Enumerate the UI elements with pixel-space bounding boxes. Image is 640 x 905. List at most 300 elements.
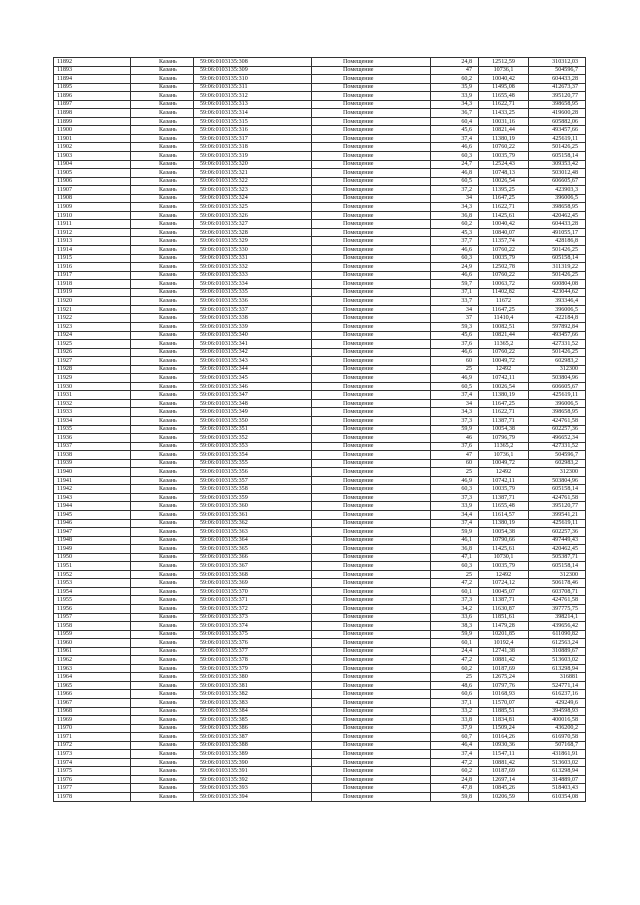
table-row [54, 690, 586, 699]
cadastral-number-cell: 59:06:0103135:358 [194, 485, 312, 494]
specific-value-cell: 10736,1 [479, 451, 529, 460]
city-cell: Казань [131, 656, 194, 665]
cadastral-number-cell: 59:06:0103135:314 [194, 109, 312, 118]
object-type-cell: Помещение [312, 391, 431, 400]
table-row [54, 476, 586, 485]
cadastral-number-cell: 59:06:0103135:335 [194, 288, 312, 297]
object-type-cell: Помещение [312, 399, 431, 408]
object-type-cell: Помещение [312, 152, 431, 161]
area-cell: 37,4 [431, 750, 479, 759]
table-row [54, 630, 586, 639]
city-cell: Казань [131, 134, 194, 143]
city-cell: Казань [131, 408, 194, 417]
table-row [54, 331, 586, 340]
cadastral-value-cell: 419600,28 [529, 109, 586, 118]
object-type-cell: Помещение [312, 630, 431, 639]
cadastral-value-cell: 501426,25 [529, 246, 586, 255]
row-number-cell: 11953 [54, 579, 131, 588]
row-number-cell: 11906 [54, 177, 131, 186]
row-number-cell: 11914 [54, 246, 131, 255]
cadastral-number-cell: 59:06:0103135:380 [194, 673, 312, 682]
city-cell: Казань [131, 442, 194, 451]
row-number-cell: 11916 [54, 263, 131, 272]
cadastral-value-cell: 425619,11 [529, 391, 586, 400]
row-number-cell: 11896 [54, 92, 131, 101]
table-row [54, 451, 586, 460]
row-number-cell: 11978 [54, 793, 131, 802]
table-row [54, 767, 586, 776]
table-row [54, 570, 586, 579]
cadastral-number-cell: 59:06:0103135:369 [194, 579, 312, 588]
city-cell: Казань [131, 66, 194, 75]
cadastral-value-cell: 436200,2 [529, 724, 586, 733]
area-cell: 60,5 [431, 382, 479, 391]
city-cell: Казань [131, 75, 194, 84]
specific-value-cell: 11647,25 [479, 399, 529, 408]
city-cell: Казань [131, 519, 194, 528]
table-row [54, 536, 586, 545]
city-cell: Казань [131, 160, 194, 169]
city-cell: Казань [131, 365, 194, 374]
cadastral-value-cell: 396006,5 [529, 305, 586, 314]
cadastral-value-cell: 602257,36 [529, 528, 586, 537]
area-cell: 60,3 [431, 254, 479, 263]
specific-value-cell: 10206,59 [479, 793, 529, 802]
area-cell: 47 [431, 66, 479, 75]
cadastral-number-cell: 59:06:0103135:357 [194, 476, 312, 485]
area-cell: 34,3 [431, 408, 479, 417]
area-cell: 60,5 [431, 177, 479, 186]
row-number-cell: 11910 [54, 211, 131, 220]
object-type-cell: Помещение [312, 784, 431, 793]
object-type-cell: Помещение [312, 288, 431, 297]
city-cell: Казань [131, 630, 194, 639]
specific-value-cell: 10054,38 [479, 425, 529, 434]
area-cell: 37,1 [431, 699, 479, 708]
table-row [54, 297, 586, 306]
cadastral-number-cell: 59:06:0103135:350 [194, 416, 312, 425]
object-type-cell: Помещение [312, 647, 431, 656]
table-row [54, 109, 586, 118]
cadastral-value-cell: 397775,75 [529, 605, 586, 614]
area-cell: 34,3 [431, 203, 479, 212]
specific-value-cell: 11647,25 [479, 194, 529, 203]
cadastral-number-cell: 59:06:0103135:373 [194, 613, 312, 622]
city-cell: Казань [131, 399, 194, 408]
specific-value-cell: 10187,69 [479, 664, 529, 673]
cadastral-number-cell: 59:06:0103135:360 [194, 502, 312, 511]
city-cell: Казань [131, 143, 194, 152]
row-number-cell: 11918 [54, 280, 131, 289]
area-cell: 37,1 [431, 288, 479, 297]
row-number-cell: 11963 [54, 664, 131, 673]
city-cell: Казань [131, 784, 194, 793]
area-cell: 59,8 [431, 793, 479, 802]
row-number-cell: 11940 [54, 468, 131, 477]
cadastral-value-cell: 412673,37 [529, 83, 586, 92]
table-row [54, 707, 586, 716]
cadastral-value-cell: 503804,96 [529, 476, 586, 485]
row-number-cell: 11898 [54, 109, 131, 118]
cadastral-value-cell: 616237,16 [529, 690, 586, 699]
row-number-cell: 11904 [54, 160, 131, 169]
object-type-cell: Помещение [312, 340, 431, 349]
cadastral-value-cell: 616970,58 [529, 733, 586, 742]
row-number-cell: 11958 [54, 622, 131, 631]
table-row [54, 553, 586, 562]
specific-value-cell: 10840,07 [479, 228, 529, 237]
object-type-cell: Помещение [312, 271, 431, 280]
cadastral-number-cell: 59:06:0103135:377 [194, 647, 312, 656]
city-cell: Казань [131, 570, 194, 579]
area-cell: 38,3 [431, 622, 479, 631]
cadastral-value-cell: 603708,71 [529, 587, 586, 596]
object-type-cell: Помещение [312, 485, 431, 494]
area-cell: 46,1 [431, 536, 479, 545]
object-type-cell: Помещение [312, 177, 431, 186]
city-cell: Казань [131, 194, 194, 203]
cadastral-value-cell: 423903,3 [529, 186, 586, 195]
cadastral-value-cell: 398658,95 [529, 100, 586, 109]
specific-value-cell: 11387,71 [479, 493, 529, 502]
object-type-cell: Помещение [312, 228, 431, 237]
table-row [54, 784, 586, 793]
specific-value-cell: 10035,79 [479, 562, 529, 571]
area-cell: 34 [431, 194, 479, 203]
object-type-cell: Помещение [312, 246, 431, 255]
specific-value-cell: 11614,57 [479, 510, 529, 519]
area-cell: 60 [431, 357, 479, 366]
object-type-cell: Помещение [312, 143, 431, 152]
table-row [54, 75, 586, 84]
cadastral-value-cell: 613298,94 [529, 767, 586, 776]
city-cell: Казань [131, 758, 194, 767]
table-row [54, 177, 586, 186]
city-cell: Казань [131, 767, 194, 776]
table-row [54, 399, 586, 408]
city-cell: Казань [131, 186, 194, 195]
specific-value-cell: 11380,19 [479, 391, 529, 400]
table-row [54, 186, 586, 195]
area-cell: 47,2 [431, 656, 479, 665]
area-cell: 46,6 [431, 143, 479, 152]
area-cell: 60,2 [431, 664, 479, 673]
object-type-cell: Помещение [312, 528, 431, 537]
cadastral-number-cell: 59:06:0103135:347 [194, 391, 312, 400]
cadastral-value-cell: 309353,42 [529, 160, 586, 169]
table-row [54, 775, 586, 784]
cadastral-value-cell: 394598,93 [529, 707, 586, 716]
table-row [54, 263, 586, 272]
area-cell: 47 [431, 451, 479, 460]
row-number-cell: 11911 [54, 220, 131, 229]
table-row [54, 152, 586, 161]
city-cell: Казань [131, 237, 194, 246]
cadastral-number-cell: 59:06:0103135:391 [194, 767, 312, 776]
object-type-cell: Помещение [312, 510, 431, 519]
specific-value-cell: 10026,54 [479, 382, 529, 391]
row-number-cell: 11923 [54, 322, 131, 331]
specific-value-cell: 11655,48 [479, 502, 529, 511]
object-type-cell: Помещение [312, 775, 431, 784]
area-cell: 60 [431, 459, 479, 468]
specific-value-cell: 12741,38 [479, 647, 529, 656]
specific-value-cell: 11885,51 [479, 707, 529, 716]
table-row [54, 724, 586, 733]
city-cell: Казань [131, 152, 194, 161]
city-cell: Казань [131, 605, 194, 614]
city-cell: Казань [131, 502, 194, 511]
city-cell: Казань [131, 263, 194, 272]
specific-value-cell: 10724,12 [479, 579, 529, 588]
object-type-cell: Помещение [312, 254, 431, 263]
object-type-cell: Помещение [312, 100, 431, 109]
area-cell: 36,8 [431, 545, 479, 554]
cadastral-value-cell: 505387,71 [529, 553, 586, 562]
cadastral-number-cell: 59:06:0103135:355 [194, 459, 312, 468]
cadastral-value-cell: 312300 [529, 468, 586, 477]
area-cell: 46 [431, 434, 479, 443]
area-cell: 37,6 [431, 442, 479, 451]
row-number-cell: 11894 [54, 75, 131, 84]
object-type-cell: Помещение [312, 579, 431, 588]
area-cell: 45,3 [431, 228, 479, 237]
area-cell: 60,2 [431, 767, 479, 776]
table-row [54, 493, 586, 502]
cadastral-number-cell: 59:06:0103135:317 [194, 134, 312, 143]
table-row [54, 579, 586, 588]
cadastral-value-cell: 513603,02 [529, 758, 586, 767]
object-type-cell: Помещение [312, 66, 431, 75]
object-type-cell: Помещение [312, 639, 431, 648]
row-number-cell: 11946 [54, 519, 131, 528]
table-row [54, 750, 586, 759]
object-type-cell: Помещение [312, 194, 431, 203]
table-row [54, 117, 586, 126]
object-type-cell: Помещение [312, 416, 431, 425]
area-cell: 59,3 [431, 322, 479, 331]
specific-value-cell: 10796,79 [479, 434, 529, 443]
cadastral-value-cell: 602983,2 [529, 357, 586, 366]
city-cell: Казань [131, 793, 194, 802]
row-number-cell: 11927 [54, 357, 131, 366]
row-number-cell: 11975 [54, 767, 131, 776]
row-number-cell: 11929 [54, 374, 131, 383]
specific-value-cell: 11622,71 [479, 203, 529, 212]
city-cell: Казань [131, 340, 194, 349]
cadastral-number-cell: 59:06:0103135:308 [194, 58, 312, 67]
city-cell: Казань [131, 58, 194, 67]
table-row [54, 613, 586, 622]
area-cell: 60,1 [431, 587, 479, 596]
object-type-cell: Помещение [312, 58, 431, 67]
area-cell: 24,7 [431, 160, 479, 169]
row-number-cell: 11926 [54, 348, 131, 357]
cadastral-value-cell: 493457,66 [529, 331, 586, 340]
specific-value-cell: 10881,42 [479, 656, 529, 665]
row-number-cell: 11915 [54, 254, 131, 263]
object-type-cell: Помещение [312, 442, 431, 451]
specific-value-cell: 11622,71 [479, 408, 529, 417]
city-cell: Казань [131, 579, 194, 588]
object-type-cell: Помещение [312, 126, 431, 135]
object-type-cell: Помещение [312, 758, 431, 767]
object-type-cell: Помещение [312, 664, 431, 673]
row-number-cell: 11920 [54, 297, 131, 306]
specific-value-cell: 10930,36 [479, 741, 529, 750]
row-number-cell: 11954 [54, 587, 131, 596]
specific-value-cell: 11380,19 [479, 519, 529, 528]
city-cell: Казань [131, 741, 194, 750]
object-type-cell: Помещение [312, 117, 431, 126]
object-type-cell: Помещение [312, 408, 431, 417]
city-cell: Казань [131, 117, 194, 126]
cadastral-value-cell: 439656,42 [529, 622, 586, 631]
table-row [54, 211, 586, 220]
object-type-cell: Помещение [312, 699, 431, 708]
specific-value-cell: 11402,82 [479, 288, 529, 297]
cadastral-number-cell: 59:06:0103135:346 [194, 382, 312, 391]
object-type-cell: Помещение [312, 365, 431, 374]
specific-value-cell: 11365,2 [479, 340, 529, 349]
object-type-cell: Помещение [312, 673, 431, 682]
area-cell: 37,4 [431, 391, 479, 400]
specific-value-cell: 10168,93 [479, 690, 529, 699]
cadastral-value-cell: 424761,58 [529, 416, 586, 425]
row-number-cell: 11937 [54, 442, 131, 451]
row-number-cell: 11930 [54, 382, 131, 391]
object-type-cell: Помещение [312, 305, 431, 314]
area-cell: 59,9 [431, 630, 479, 639]
cadastral-number-cell: 59:06:0103135:354 [194, 451, 312, 460]
table-row [54, 562, 586, 571]
city-cell: Казань [131, 596, 194, 605]
area-cell: 47,2 [431, 758, 479, 767]
cadastral-value-cell: 504596,7 [529, 66, 586, 75]
cadastral-value-cell: 398214,1 [529, 613, 586, 622]
city-cell: Казань [131, 271, 194, 280]
cadastral-number-cell: 59:06:0103135:320 [194, 160, 312, 169]
cadastral-value-cell: 312300 [529, 365, 586, 374]
area-cell: 34,3 [431, 100, 479, 109]
specific-value-cell: 10845,26 [479, 784, 529, 793]
cadastral-value-cell: 501426,25 [529, 348, 586, 357]
table-row [54, 545, 586, 554]
object-type-cell: Помещение [312, 434, 431, 443]
specific-value-cell: 10881,42 [479, 758, 529, 767]
row-number-cell: 11902 [54, 143, 131, 152]
city-cell: Казань [131, 425, 194, 434]
table-row [54, 647, 586, 656]
table-row [54, 502, 586, 511]
city-cell: Казань [131, 297, 194, 306]
object-type-cell: Помещение [312, 203, 431, 212]
cadastral-number-cell: 59:06:0103135:353 [194, 442, 312, 451]
table-row [54, 126, 586, 135]
cadastral-number-cell: 59:06:0103135:348 [194, 399, 312, 408]
table-row [54, 673, 586, 682]
cadastral-number-cell: 59:06:0103135:339 [194, 322, 312, 331]
table-row [54, 340, 586, 349]
city-cell: Казань [131, 681, 194, 690]
specific-value-cell: 11479,28 [479, 622, 529, 631]
row-number-cell: 11913 [54, 237, 131, 246]
table-row [54, 758, 586, 767]
row-number-cell: 11948 [54, 536, 131, 545]
cadastral-number-cell: 59:06:0103135:349 [194, 408, 312, 417]
specific-value-cell: 10821,44 [479, 126, 529, 135]
table-row [54, 408, 586, 417]
object-type-cell: Помещение [312, 570, 431, 579]
cadastral-value-cell: 497449,43 [529, 536, 586, 545]
table-row [54, 58, 586, 67]
cadastral-number-cell: 59:06:0103135:367 [194, 562, 312, 571]
object-type-cell: Помещение [312, 382, 431, 391]
cadastral-number-cell: 59:06:0103135:345 [194, 374, 312, 383]
city-cell: Казань [131, 100, 194, 109]
table-row [54, 459, 586, 468]
city-cell: Казань [131, 493, 194, 502]
object-type-cell: Помещение [312, 314, 431, 323]
row-number-cell: 11945 [54, 510, 131, 519]
area-cell: 33,7 [431, 297, 479, 306]
city-cell: Казань [131, 545, 194, 554]
area-cell: 37,3 [431, 493, 479, 502]
city-cell: Казань [131, 459, 194, 468]
cadastral-value-cell: 605882,06 [529, 117, 586, 126]
specific-value-cell: 10040,42 [479, 75, 529, 84]
table-row [54, 681, 586, 690]
cadastral-number-cell: 59:06:0103135:309 [194, 66, 312, 75]
area-cell: 46,6 [431, 348, 479, 357]
row-number-cell: 11903 [54, 152, 131, 161]
cadastral-value-cell: 602257,36 [529, 425, 586, 434]
cadastral-value-cell: 395120,77 [529, 92, 586, 101]
area-cell: 35,9 [431, 83, 479, 92]
table-row [54, 271, 586, 280]
cadastral-number-cell: 59:06:0103135:328 [194, 228, 312, 237]
object-type-cell: Помещение [312, 357, 431, 366]
object-type-cell: Помещение [312, 237, 431, 246]
table-body [54, 58, 586, 802]
specific-value-cell: 10035,79 [479, 152, 529, 161]
table-row [54, 519, 586, 528]
cadastral-value-cell: 503804,96 [529, 374, 586, 383]
specific-value-cell: 10026,54 [479, 177, 529, 186]
row-number-cell: 11977 [54, 784, 131, 793]
row-number-cell: 11971 [54, 733, 131, 742]
cadastral-number-cell: 59:06:0103135:361 [194, 510, 312, 519]
area-cell: 36,7 [431, 109, 479, 118]
object-type-cell: Помещение [312, 741, 431, 750]
city-cell: Казань [131, 536, 194, 545]
object-type-cell: Помещение [312, 348, 431, 357]
city-cell: Казань [131, 707, 194, 716]
cadastral-number-cell: 59:06:0103135:331 [194, 254, 312, 263]
area-cell: 37 [431, 314, 479, 323]
specific-value-cell: 10797,76 [479, 681, 529, 690]
city-cell: Казань [131, 528, 194, 537]
row-number-cell: 11943 [54, 493, 131, 502]
object-type-cell: Помещение [312, 622, 431, 631]
object-type-cell: Помещение [312, 587, 431, 596]
specific-value-cell: 10045,07 [479, 587, 529, 596]
table-row [54, 254, 586, 263]
cadastral-number-cell: 59:06:0103135:310 [194, 75, 312, 84]
row-number-cell: 11976 [54, 775, 131, 784]
specific-value-cell: 11425,61 [479, 211, 529, 220]
table-row [54, 793, 586, 802]
